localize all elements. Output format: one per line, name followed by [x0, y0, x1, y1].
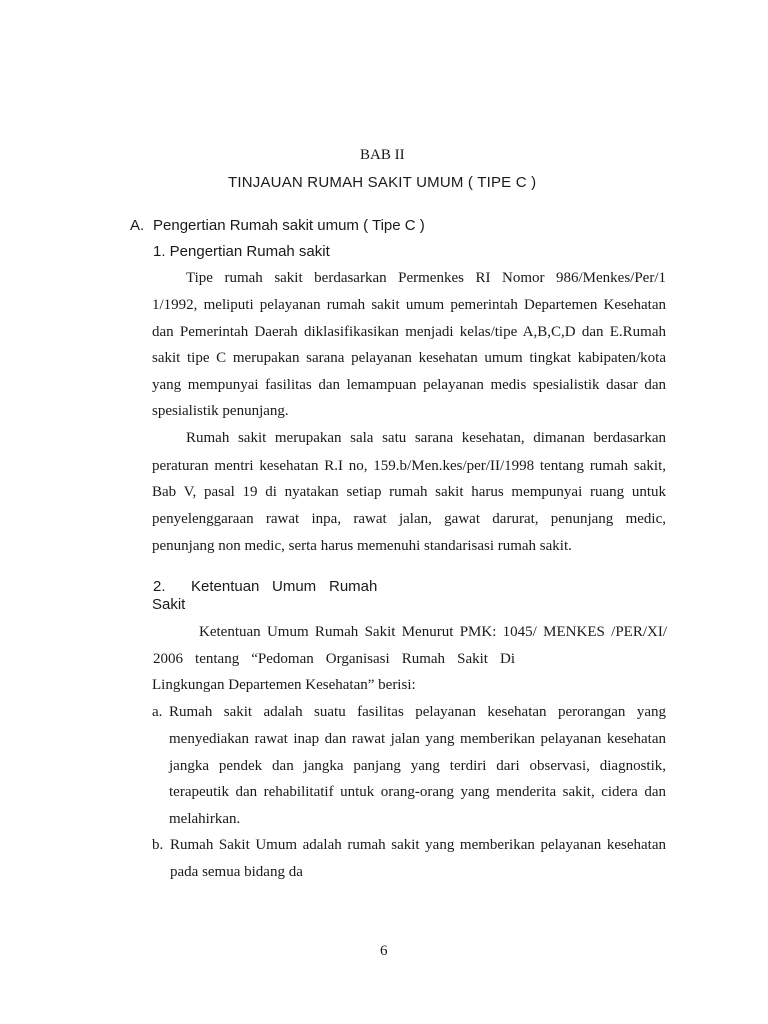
page-number: 6 — [380, 943, 388, 959]
subsection-2-word-2: Umum — [272, 578, 317, 595]
item-b-label: b. — [152, 837, 164, 853]
item-b-line-2: pada semua bidang da — [170, 864, 303, 880]
para2-line-1: Rumah sakit merupakan sala satu sarana kesehatan, dimanan berdasarkan — [186, 430, 666, 446]
item-a-line-2: menyediakan rawat inap dan rawat jalan yang memberikan pelayanan kesehatan — [169, 731, 666, 747]
subsection-2-number: 2. — [153, 578, 166, 595]
para1-line-2: 1/1992, meliputi pelayanan rumah sakit umum pemerintah Departemen Kesehatan — [152, 297, 666, 313]
subsection-2-word-1: Ketentuan — [191, 578, 260, 595]
subsection-2-continuation: Sakit — [152, 596, 186, 613]
item-a-label: a. — [152, 704, 163, 720]
item-a-line-1: Rumah sakit adalah suatu fasilitas pelayanan kesehatan perorangan yang — [169, 704, 666, 720]
para3-line-3: Lingkungan Departemen Kesehatan” berisi: — [152, 677, 416, 693]
para2-line-2: peraturan mentri kesehatan R.I no, 159.b/Men.kes/per/II/1998 tentang rumah sakit, — [152, 458, 666, 474]
para1-line-3: dan Pemerintah Daerah diklasifikasikan menjadi kelas/tipe A,B,C,D dan E.Rumah — [152, 324, 666, 340]
para2-line-3: Bab V, pasal 19 di nyatakan setiap rumah sakit harus mempunyai ruang untuk — [152, 484, 666, 500]
section-a-title: Pengertian Rumah sakit umum ( Tipe C ) — [153, 217, 425, 234]
chapter-title: TINJAUAN RUMAH SAKIT UMUM ( TIPE C ) — [228, 174, 537, 191]
item-a-line-4: terapeutik dan rehabilitatif untuk orang-orang yang menderita sakit, cidera dan — [169, 784, 666, 800]
subsection-2-word-3: Rumah — [329, 578, 378, 595]
para3-line-1: Ketentuan Umum Rumah Sakit Menurut PMK: 1045/ MENKES /PER/XI/ — [199, 624, 667, 640]
item-b-line-1: Rumah Sakit Umum adalah rumah sakit yang memberikan pelayanan kesehatan — [170, 837, 666, 853]
item-a-line-5: melahirkan. — [169, 811, 241, 827]
para1-line-4: sakit tipe C merupakan sarana pelayanan kesehatan umum tingkat kabipaten/kota — [152, 350, 666, 366]
para3-line-2: 2006 tentang “Pedoman Organisasi Rumah Sakit Di — [153, 651, 515, 667]
para1-line-6: spesialistik penunjang. — [152, 403, 289, 419]
section-a-label: A. — [130, 217, 145, 234]
para2-line-5: penunjang non medic, serta harus memenuhi standarisasi rumah sakit. — [152, 538, 572, 554]
subsection-1-title: 1. Pengertian Rumah sakit — [153, 243, 330, 260]
para2-line-4: penyelenggaraan rawat inpa, rawat jalan, gawat darurat, penunjang medic, — [152, 511, 666, 527]
para1-line-5: yang mempunyai fasilitas dan lemampuan pelayanan medis spesialistik dasar dan — [152, 377, 666, 393]
chapter-heading: BAB II — [360, 147, 405, 163]
item-a-line-3: jangka pendek dan jangka panjang yang terdiri dari observasi, diagnostik, — [169, 758, 666, 774]
para1-line-1: Tipe rumah sakit berdasarkan Permenkes RI Nomor 986/Menkes/Per/1 — [186, 270, 666, 286]
